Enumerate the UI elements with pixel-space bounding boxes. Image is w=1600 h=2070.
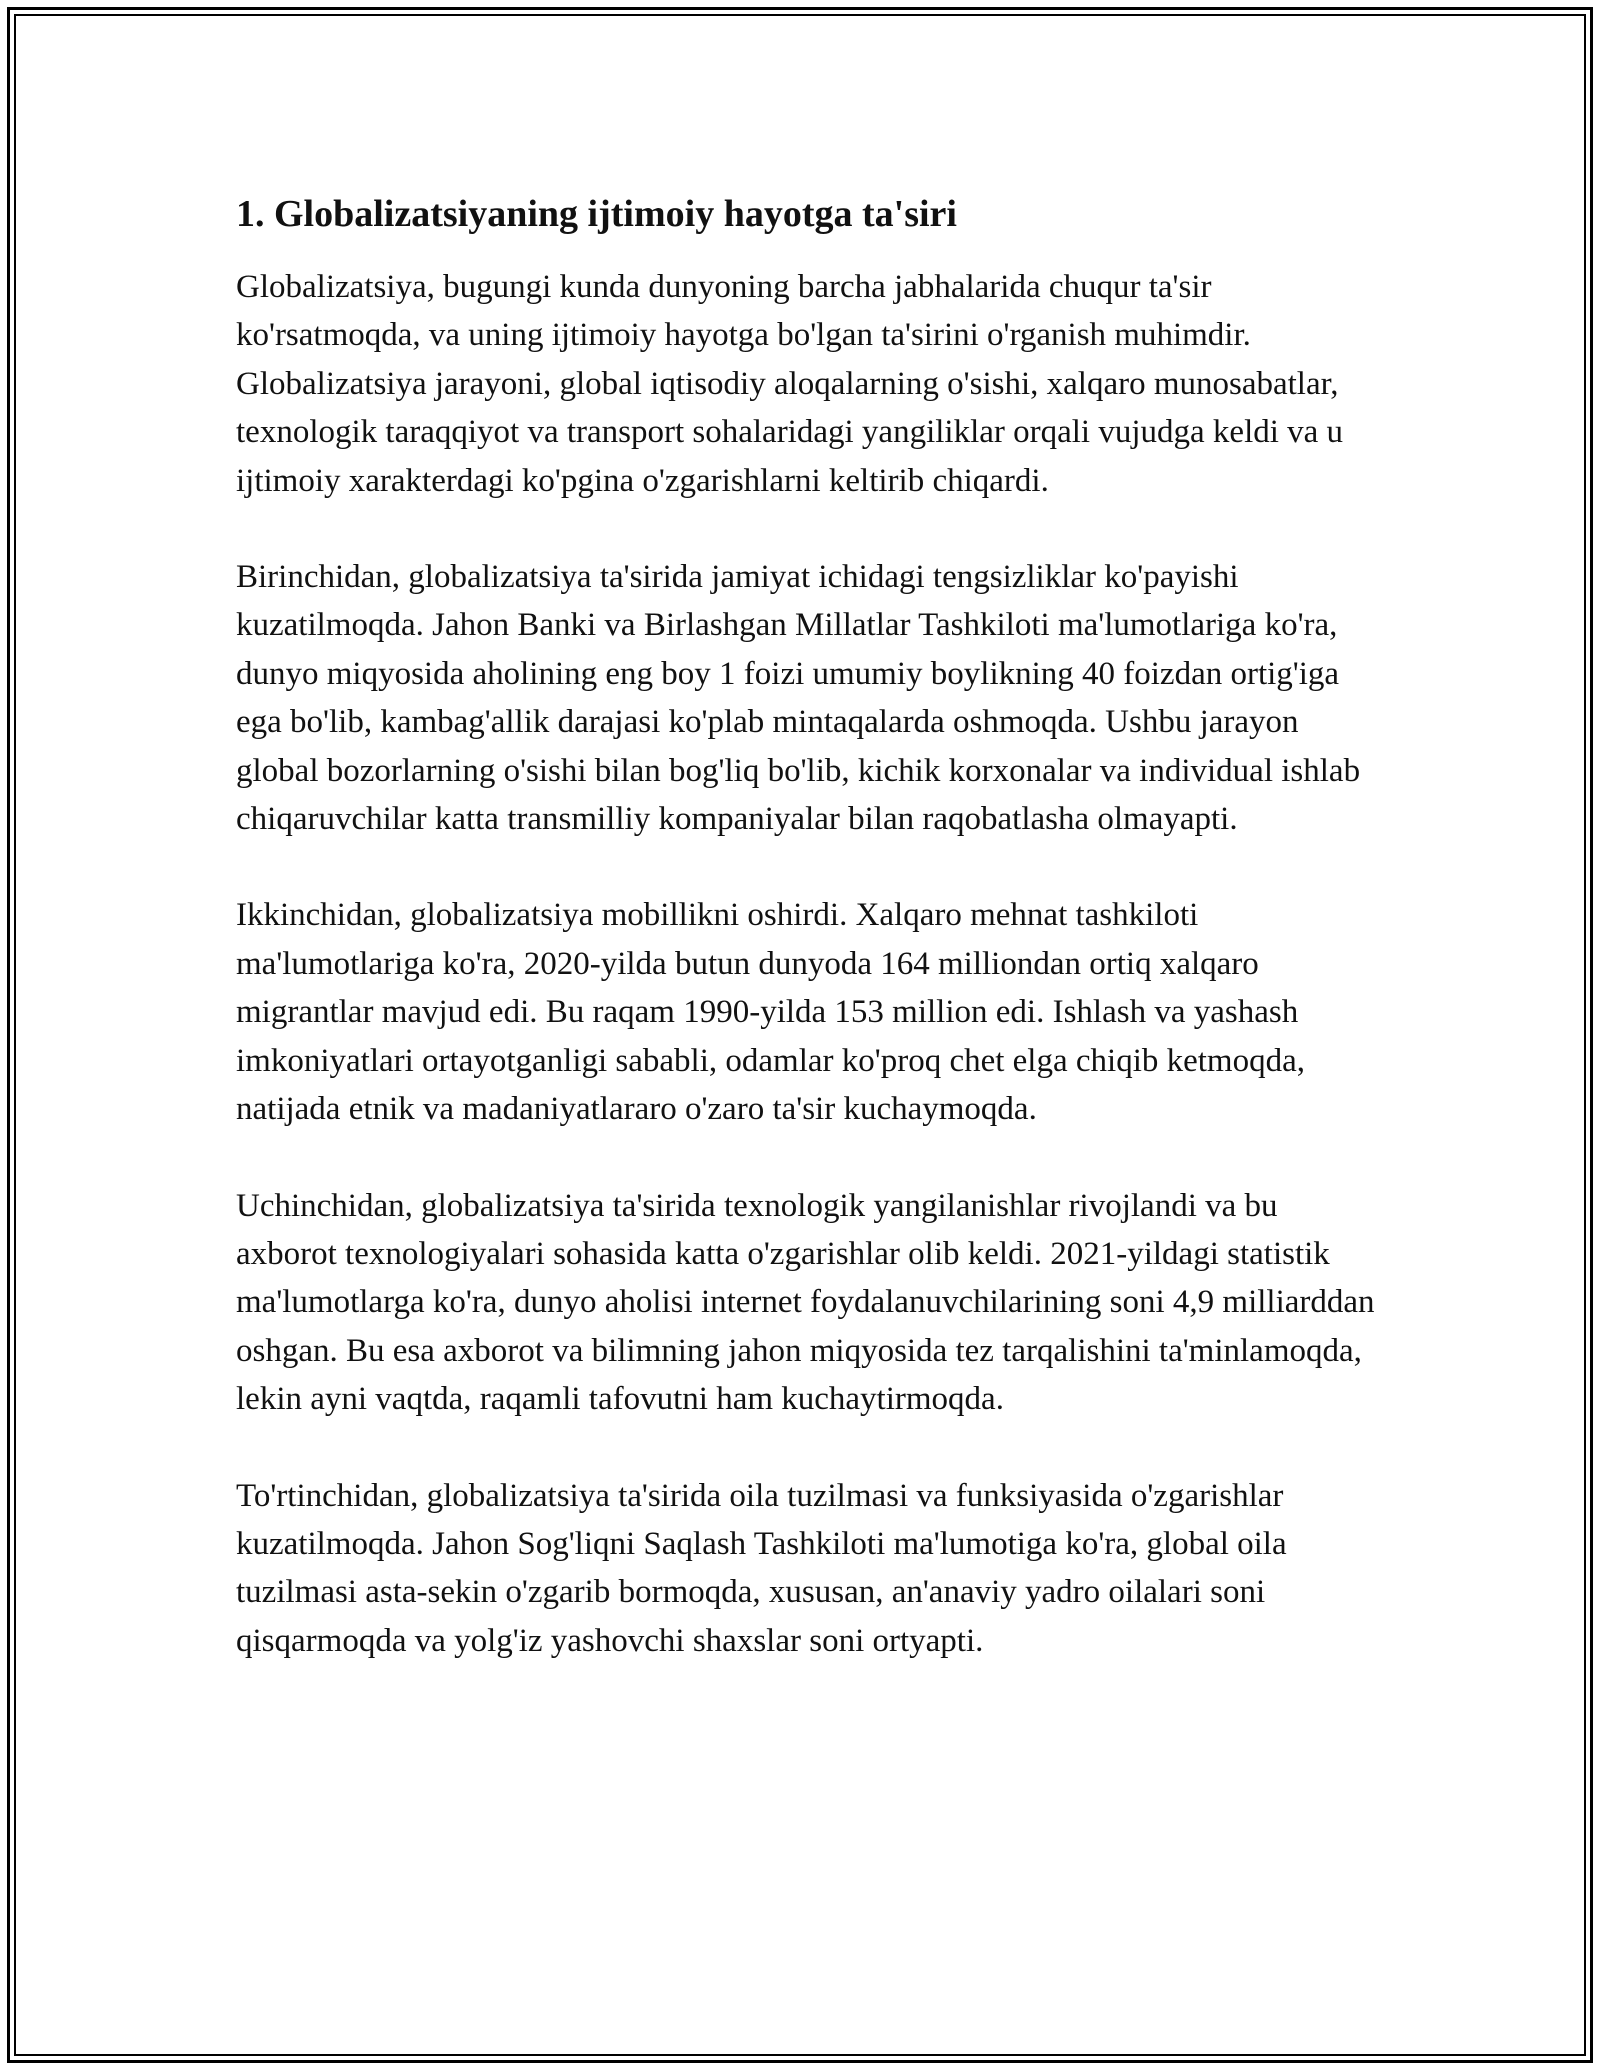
page-title: 1. Globalizatsiyaning ijtimoiy hayotga ta'siri [236,193,957,235]
paragraph-intro: Globalizatsiya, bugungi kunda dunyoning barcha jabhalarida chuqur ta'sir ko'rsatmoqda, va uning ijtimoiy hayotga bo'lgan ta'sirini o'rganish muhimdir. Globalizatsiya jarayoni, global iqtisodiy aloqalarning o'sishi, xalqaro munosabatlar, texnologik taraqqiyot va transport sohalaridagi yangiliklar orqali vujudga keldi va u ijtimoiy xarakterdagi ko'pgina o'zgarishlarni keltirib chiqardi. [236,269,1344,499]
document-body [236,185,1376,1713]
paragraph-third: Uchinchidan, globalizatsiya ta'sirida texnologik yangilanishlar rivojlandi va bu axborot texnologiyalari sohasida katta o'zgarishlar olib keldi. 2021-yildagi statistik ma'lumotlarga ko'ra, dunyo aholisi internet foydalanuvchilarining soni 4,9 milliarddan oshgan. Bu esa axborot va bilimning jahon miqyosida tez tarqalishini ta'minlamoqda, lekin ayni vaqtda, raqamli tafovutni ham kuchaytirmoqda. [236,1187,1375,1418]
paragraph-fourth: To'rtinchidan, globalizatsiya ta'sirida oila tuzilmasi va funksiyasida o'zgarishlar kuzatilmoqda. Jahon Sog'liqni Saqlash Tashkiloti ma'lumotiga ko'ra, global oila tuzilmasi asta-sekin o'zgarib bormoqda, xususan, an'anaviy yadro oilalari soni qisqarmoqda va yolg'iz yashovchi shaxslar soni ortyapti. [236,1477,1287,1659]
paragraph-first: Birinchidan, globalizatsiya ta'sirida jamiyat ichidagi tengsizliklar ko'payishi kuzatilmoqda. Jahon Banki va Birlashgan Millatlar Tashkiloti ma'lumotlariga ko'ra, dunyo miqyosida aholining eng boy 1 foizi umumiy boylikning 40 foizdan ortig'iga ega bo'lib, kambag'allik darajasi ko'plab mintaqalarda oshmoqda. Ushbu jarayon global bozorlarning o'sishi bilan bog'liq bo'lib, kichik korxonalar va individual ishlab chiqaruvchilar katta transmilliy kompaniyalar bilan raqobatlasha olmayapti. [236,559,1361,838]
paragraph-second: Ikkinchidan, globalizatsiya mobillikni oshirdi. Xalqaro mehnat tashkiloti ma'lumotlariga ko'ra, 2020-yilda butun dunyoda 164 milliondan ortiq xalqaro migrantlar mavjud edi. Bu raqam 1990-yilda 153 million edi. Ishlash va yashash imkoniyatlari ortayotganligi sababli, odamlar ko'proq chet elga chiqib ketmoqda, natijada etnik va madaniyatlararo o'zaro ta'sir kuchaymoqda. [236,897,1305,1128]
